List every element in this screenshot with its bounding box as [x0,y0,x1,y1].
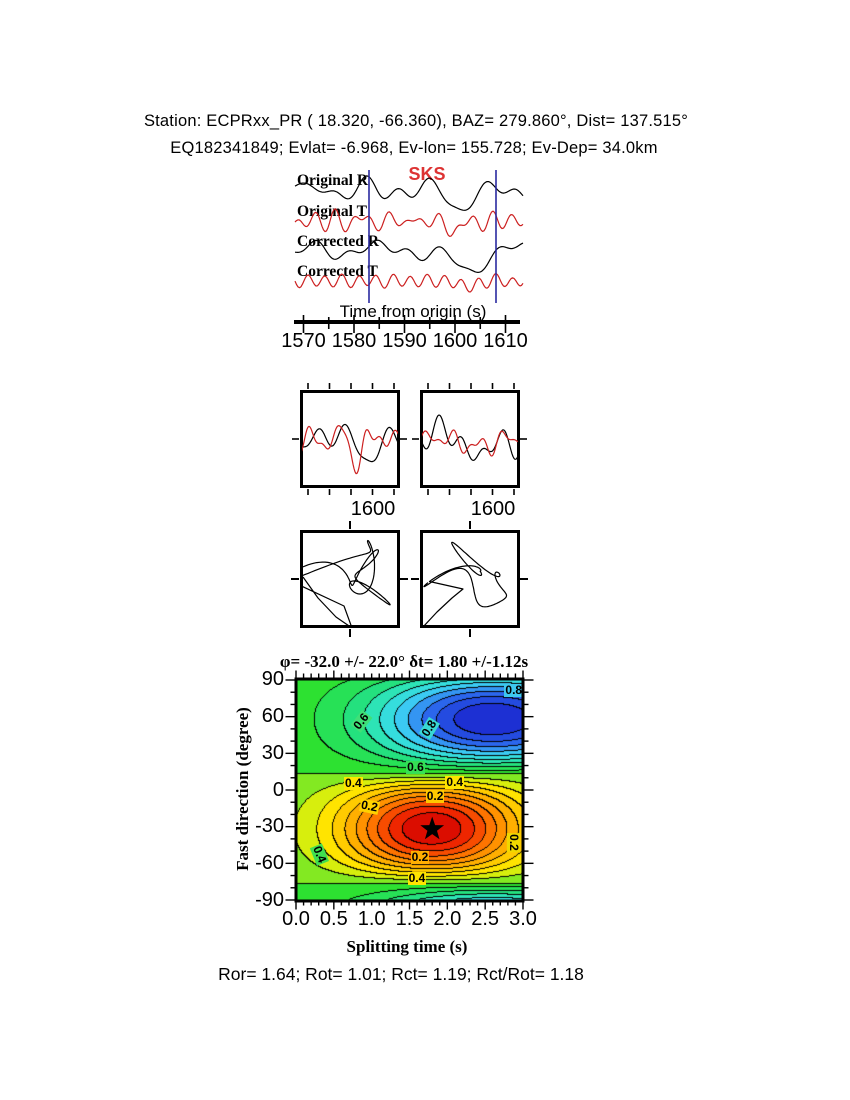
contour-y-tick-label: -90 [255,889,284,912]
event-header-line: EQ182341849; Evlat= -6.968, Ev-lon= 155.728; Ev-Dep= 34.0km [170,139,658,157]
trace-label-corrected-r: Corrected R [297,233,379,250]
trace-label-original-r: Original R [297,172,369,189]
contour-label: 0.4 [446,774,464,789]
contour-y-tick-label: 90 [261,668,284,690]
contour-label: 0.4 [345,775,362,790]
contour-label: 0.2 [411,850,429,865]
contour-x-tick-label: 2.5 [471,908,500,930]
time-tick-label: 1580 [331,330,377,352]
window-panel-left-tick-label: 1600 [350,498,396,520]
contour-label: 0.6 [407,760,424,774]
phase-label-sks: SKS [408,164,446,184]
station-header-line: Station: ECPRxx_PR ( 18.320, -66.360), BAZ= 279.860°, Dist= 137.515° [143,112,689,130]
contour-title: φ= -32.0 +/- 22.0° δt= 1.80 +/-1.12s [279,652,529,671]
time-tick-label: 1610 [483,330,528,352]
time-tick-label: 1570 [281,330,326,352]
trace-label-original-t: Original T [297,203,367,220]
contour-x-tick-label: 3.0 [509,908,537,930]
contour-label: 0.2 [507,833,522,851]
trace-label-corrected-t: Corrected T [297,263,378,280]
contour-x-tick-label: 1.0 [357,908,386,930]
contour-fill-canvas [296,680,523,900]
contour-x-tick-label: 0.5 [319,908,348,930]
contour-y-axis-label: Fast direction (degree) [233,707,252,871]
contour-label: 0.2 [359,797,379,815]
contour-x-tick-label: 1.5 [395,908,424,930]
contour-x-axis-label: Splitting time (s) [346,937,468,956]
contour-y-tick-label: 0 [272,778,284,801]
contour-label: 0.4 [408,871,426,886]
contour-y-tick-label: -30 [255,815,284,838]
footer-statistics: Ror= 1.64; Rot= 1.01; Rct= 1.19; Rct/Rot= 1.18 [218,964,584,984]
time-tick-label: 1590 [382,330,427,352]
contour-y-tick-label: -60 [255,852,284,875]
contour-label: 0.8 [418,717,439,739]
window-panel-right-tick-label: 1600 [470,498,516,520]
contour-x-tick-label: 2.0 [433,908,462,930]
contour-label: 0.2 [426,789,444,804]
contour-label: 0.8 [505,683,523,697]
contour-label: 0.4 [310,843,330,865]
contour-label: 0.6 [349,709,372,732]
contour-y-tick-label: 30 [261,741,284,764]
contour-x-tick-label: 0.0 [282,908,310,930]
contour-y-tick-label: 60 [261,704,284,727]
contour-plot-area [296,680,523,900]
time-axis-tick-labels [0,330,850,354]
time-tick-label: 1600 [432,330,478,352]
time-axis-title: Time from origin (s) [339,302,487,321]
